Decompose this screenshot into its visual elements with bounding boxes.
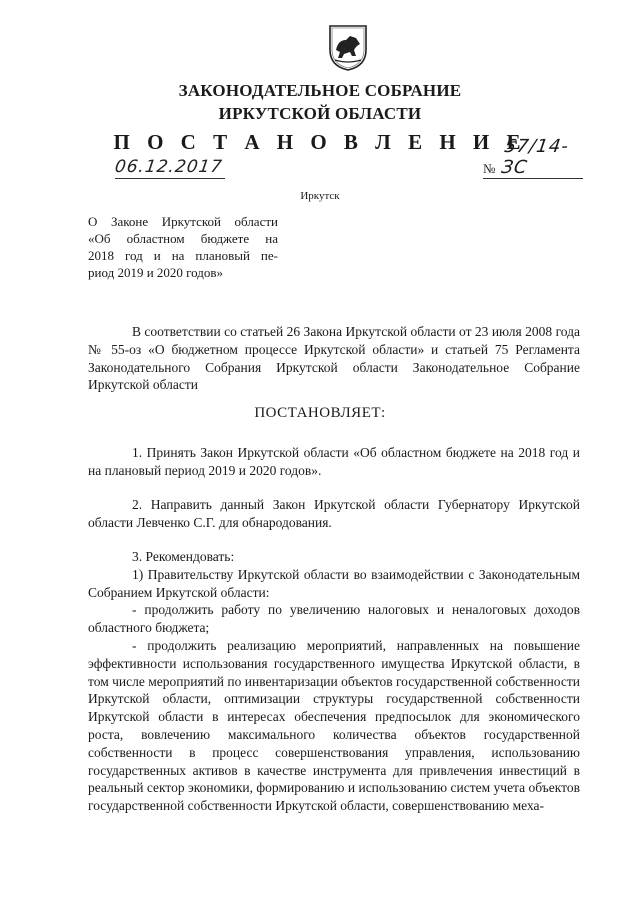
- subject-line: 2018 год и на плановый пе-: [88, 248, 278, 263]
- item-3-dash-2: - продолжить реализацию мероприятий, направленных на повышение эффективности использования государственного имущества Иркутской области, в том числе мероприятий по инвентаризации объектов государственной собственности Иркутской области, оптимизации структуры государственной собственности Иркутской области в интересах обеспечения предпосылок для экономического роста, вовлечению максимального количества объектов государственной собственности в процесс совершенствования управления, использованию государственных активов в качестве инструмента для привлечения инвестиций в реальный сектор экономики, формированию и использованию систем учета объектов государственной собственности Иркутской области, совершенствованию меха-: [88, 637, 581, 814]
- org-name-line1: ЗАКОНОДАТЕЛЬНОЕ СОБРАНИЕ: [178, 81, 462, 100]
- subject-block: [88, 213, 278, 281]
- item-3-title: 3. Рекомендовать:: [132, 549, 235, 564]
- item-2-paragraph: 2. Направить данный Закон Иркутской области Губернатору Иркутской области Левченко С.Г. для обнародования.: [88, 497, 580, 530]
- preamble-paragraph: В соответствии со статьей 26 Закона Иркутской области от 23 июля 2008 года № 55-оз «О бюджетном процессе Иркутской области» и статьей 75 Регламента Законодательного Собрания Иркутской области Законодательное Собрание Иркутской области: [88, 324, 580, 393]
- city-name: Иркутск: [300, 190, 340, 202]
- item-3-block: [88, 548, 580, 815]
- preamble-block: [88, 323, 580, 394]
- org-name-line2: ИРКУТСКОЙ ОБЛАСТИ: [218, 104, 422, 123]
- handwritten-date: 06.12.2017: [113, 157, 224, 177]
- item-1-block: [88, 444, 580, 480]
- item-2-block: [88, 496, 580, 532]
- item-1-paragraph: 1. Принять Закон Иркутской области «Об областном бюджете на 2018 год и на плановый период 2019 и 2020 годов».: [88, 445, 580, 478]
- subject-line: О Законе Иркутской области: [88, 214, 278, 229]
- subject-line: риод 2019 и 2020 годов»: [88, 265, 224, 280]
- document-number-field: [483, 136, 583, 179]
- subject-line: «Об областном бюджете на: [88, 231, 278, 246]
- handwritten-number: 57/14-ЗС: [500, 136, 571, 178]
- date-field: [115, 156, 225, 179]
- item-3-dash-1: - продолжить работу по увеличению налоговых и неналоговых доходов областного бюджета;: [88, 602, 580, 636]
- decree-heading: ПОСТАНОВЛЯЕТ:: [254, 405, 386, 421]
- document-type-title: П О С Т А Н О В Л Е Н И Е: [113, 130, 527, 154]
- coat-of-arms-emblem-icon: [326, 20, 370, 72]
- item-3-subitem-1: 1) Правительству Иркутской области во взаимодействии с Законодательным Собранием Иркутской области:: [88, 566, 580, 600]
- number-sign: №: [483, 161, 496, 176]
